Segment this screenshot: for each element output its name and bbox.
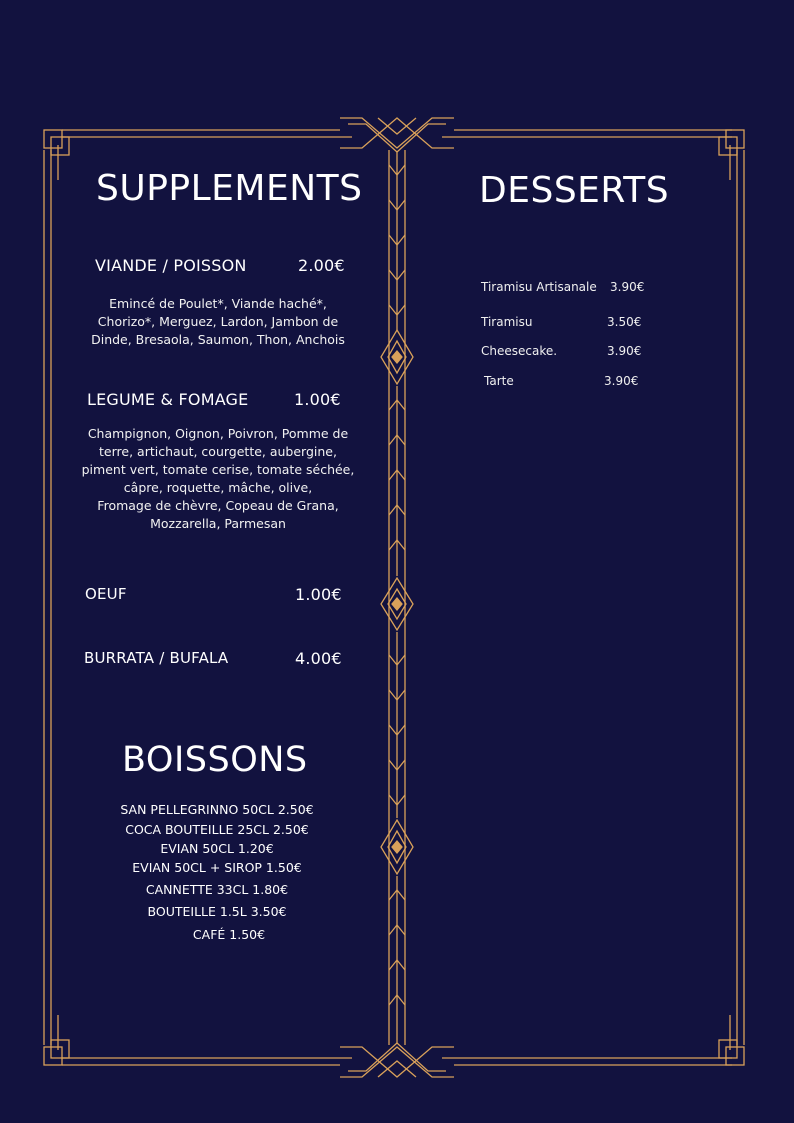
supplement-price: 1.00€: [294, 390, 341, 409]
description-line: Emincé de Poulet*, Viande haché*,: [109, 296, 327, 311]
supplement-price: 1.00€: [295, 585, 342, 604]
dessert-price: 3.90€: [604, 374, 639, 388]
drink-item: CANNETTE 33CL 1.80€: [145, 882, 289, 897]
description-line: Chorizo*, Merguez, Lardon, Jambon de: [97, 314, 339, 329]
supplement-name: LEGUME & FOMAGE: [87, 390, 249, 409]
dessert-name: Tiramisu Artisanale: [481, 280, 597, 294]
supplements-title: SUPPLEMENTS: [96, 168, 363, 209]
supplement-description: [80, 295, 356, 349]
drink-item: BOUTEILLE 1.5L 3.50€: [147, 904, 287, 919]
supplement-price: 2.00€: [298, 256, 345, 275]
dessert-price: 3.90€: [610, 280, 645, 294]
dessert-name: Tiramisu: [481, 315, 533, 329]
drink-item: EVIAN 50CL 1.20€: [160, 841, 274, 856]
description-line: terre, artichaut, courgette, aubergine,: [99, 444, 337, 459]
dessert-price: 3.90€: [607, 344, 642, 358]
description-line: piment vert, tomate cerise, tomate séchée,: [81, 462, 355, 477]
supplement-description: [80, 425, 356, 533]
dessert-price: 3.50€: [607, 315, 642, 329]
description-line: Mozzarella, Parmesan: [150, 516, 286, 531]
dessert-name: Tarte: [484, 374, 514, 388]
drink-item: EVIAN 50CL + SIROP 1.50€: [132, 860, 302, 875]
drink-item: SAN PELLEGRINNO 50CL 2.50€: [120, 802, 314, 817]
dessert-name: Cheesecake.: [481, 344, 558, 358]
supplement-name: OEUF: [85, 585, 127, 603]
description-line: Dinde, Bresaola, Saumon, Thon, Anchois: [91, 332, 345, 347]
supplement-price: 4.00€: [295, 649, 342, 668]
desserts-title: DESSERTS: [479, 170, 670, 211]
drink-item: CAFÉ 1.50€: [192, 927, 266, 942]
description-line: câpre, roquette, mâche, olive,: [123, 480, 313, 495]
boissons-title: BOISSONS: [122, 740, 308, 780]
description-line: Champignon, Oignon, Poivron, Pomme de: [87, 426, 349, 441]
supplement-name: VIANDE / POISSON: [95, 256, 247, 275]
description-line: Fromage de chèvre, Copeau de Grana,: [97, 498, 339, 513]
drink-item: COCA BOUTEILLE 25CL 2.50€: [125, 822, 309, 837]
supplement-name: BURRATA / BUFALA: [84, 649, 229, 667]
